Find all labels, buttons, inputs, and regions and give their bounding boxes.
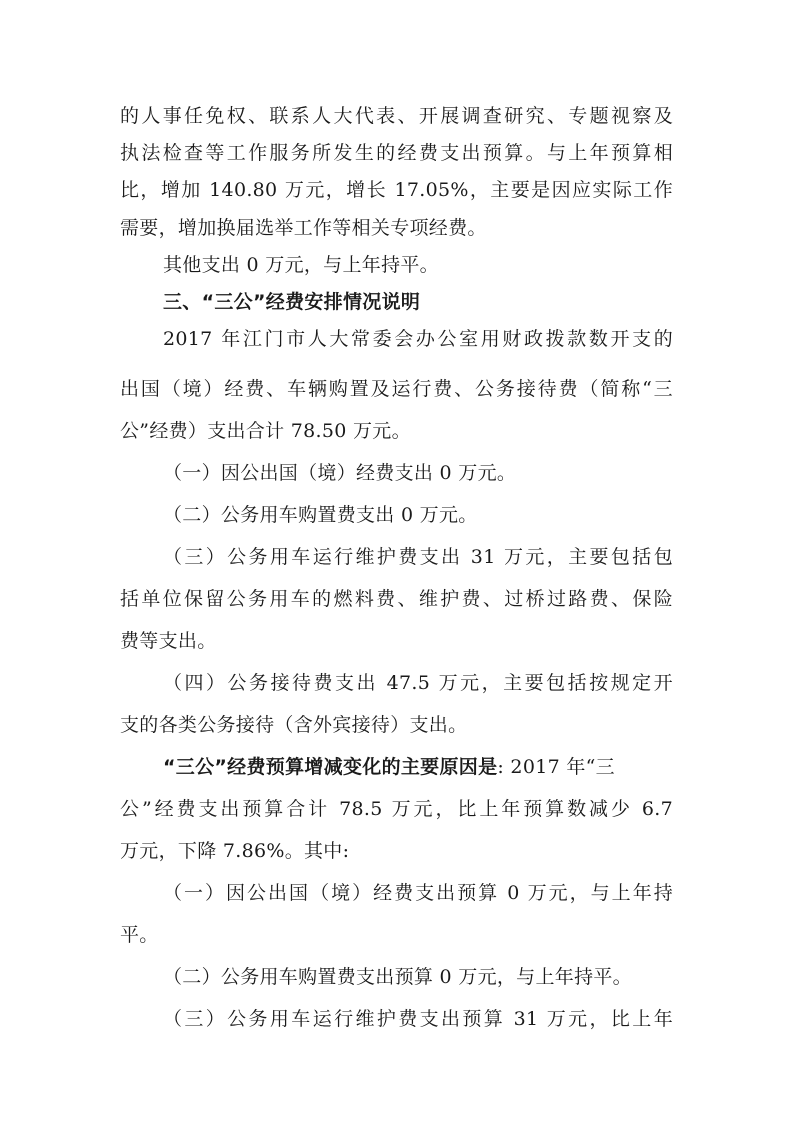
list-item: （一）因公出国（境）经费支出预算 0 万元，与上年持 — [163, 882, 673, 904]
paragraph-line — [163, 754, 673, 780]
section-heading: 三、“三公”经费安排情况说明 — [163, 291, 421, 313]
lead-continuation: : 2017 年“三 — [497, 756, 615, 778]
list-item: （二）公务用车购置费支出预算 0 万元，与上年持平。 — [163, 966, 632, 988]
bold-lead: “三公”经费预算增减变化的主要原因是 — [163, 756, 498, 778]
list-item: （四）公务接待费支出 47.5 万元，主要包括按规定开 — [163, 672, 673, 694]
paragraph-line: 比，增加 140.80 万元，增长 17.05%，主要是因应实际工作 — [120, 179, 673, 201]
list-item: （三）公务用车运行维护费支出 31 万元，主要包括包 — [163, 546, 673, 568]
paragraph-line: 万元，下降 7.86%。其中: — [120, 840, 350, 862]
list-item: （三）公务用车运行维护费支出预算 31 万元，比上年 — [163, 1008, 673, 1030]
paragraph-line: 括单位保留公务用车的燃料费、维护费、过桥过路费、保险 — [120, 588, 673, 610]
paragraph-line: 费等支出。 — [120, 630, 217, 652]
paragraph-line: 公”经费）支出合计 78.50 万元。 — [120, 420, 411, 442]
list-item: （二）公务用车购置费支出 0 万元。 — [163, 504, 478, 526]
paragraph-line: 平。 — [120, 924, 159, 946]
paragraph-line: 支的各类公务接待（含外宾接待）支出。 — [120, 714, 468, 736]
paragraph-line: 2017 年江门市人大常委会办公室用财政拨款数开支的 — [163, 328, 673, 350]
paragraph-line: 需要，增加换届选举工作等相关专项经费。 — [120, 217, 487, 239]
paragraph-line: 出国（境）经费、车辆购置及运行费、公务接待费（简称“三 — [120, 378, 673, 400]
paragraph-line: 的人事任免权、联系人大代表、开展调查研究、专题视察及 — [120, 105, 673, 127]
paragraph-line: 公”经费支出预算合计 78.5 万元，比上年预算数减少 6.7 — [120, 798, 673, 820]
list-item: （一）因公出国（境）经费支出 0 万元。 — [163, 462, 517, 484]
paragraph-line: 执法检查等工作服务所发生的经费支出预算。与上年预算相 — [120, 142, 673, 164]
paragraph-line: 其他支出 0 万元，与上年持平。 — [163, 254, 439, 276]
